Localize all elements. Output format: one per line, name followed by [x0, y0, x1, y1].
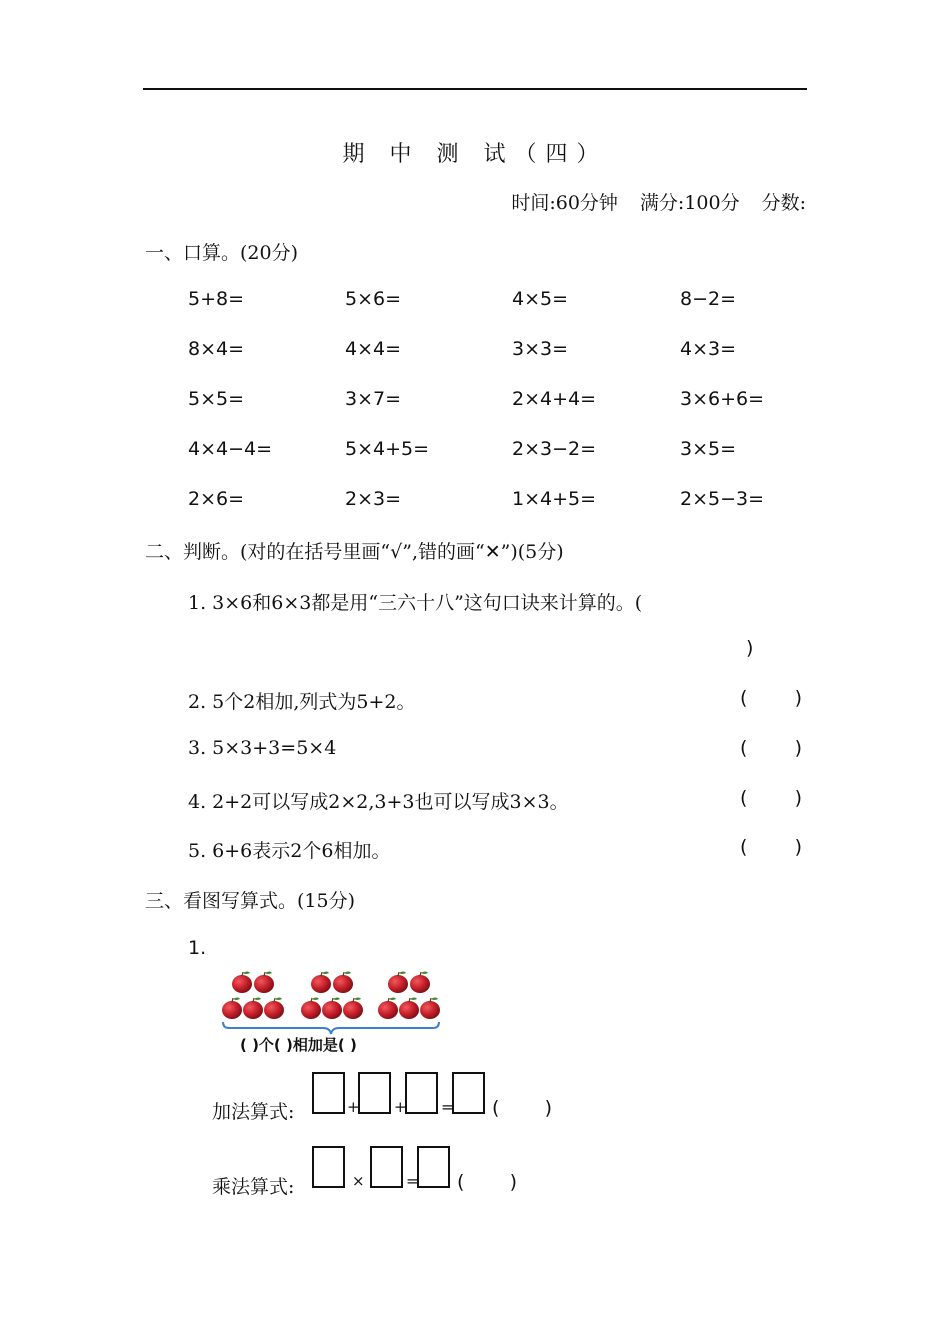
paren-open: ( [740, 787, 748, 809]
calc-item: 4×3= [680, 338, 737, 360]
paren-open: ( [740, 836, 748, 858]
page-title: 期 中 测 试（四） [342, 142, 608, 167]
addition-box-result[interactable] [452, 1072, 485, 1114]
paren-open: ( [492, 1097, 500, 1119]
multiplication-answer[interactable] [457, 1171, 517, 1193]
apple-icon [222, 998, 242, 1020]
apple-icon [301, 998, 321, 1020]
paren-close: ) [794, 737, 802, 759]
multiplication-box-2[interactable] [370, 1146, 403, 1188]
addition-box-1[interactable] [312, 1072, 345, 1114]
plus-sign: + [347, 1098, 360, 1116]
addition-label: 加法算式: [212, 1101, 295, 1123]
paren-close: ) [794, 787, 802, 809]
calc-item: 2×3−2= [512, 438, 597, 460]
judge-item-4: 4. 2+2可以写成2×2,3+3也可以写成3×3。 [188, 791, 569, 813]
section-1-heading: 一、口算。(20分) [145, 242, 299, 264]
addition-box-2[interactable] [358, 1072, 391, 1114]
apple-icon [399, 998, 419, 1020]
judge-answer-5[interactable] [740, 836, 802, 858]
calc-item: 5×5= [188, 388, 245, 410]
judge-answer-2[interactable] [740, 687, 802, 709]
paren-close: ) [794, 836, 802, 858]
plus-sign: + [394, 1098, 407, 1116]
score-field: 分数: [761, 192, 806, 214]
picture-item-number: 1. [188, 937, 207, 959]
apple-icon [264, 998, 284, 1020]
calc-item: 3×6+6= [680, 388, 765, 410]
apple-icon [378, 998, 398, 1020]
judge-answer-3[interactable] [740, 737, 802, 759]
calc-item: 8×4= [188, 338, 245, 360]
judge-answer-4[interactable] [740, 787, 802, 809]
apple-icon [388, 972, 408, 994]
picture-caption: ( )个( )相加是( ) [240, 1036, 357, 1054]
calc-item: 1×4+5= [512, 488, 597, 510]
calc-item: 3×5= [680, 438, 737, 460]
multiplication-box-1[interactable] [312, 1146, 345, 1188]
calc-item: 8−2= [680, 288, 737, 310]
apple-icon [333, 972, 353, 994]
calc-item: 3×3= [512, 338, 569, 360]
section-2-heading: 二、判断。(对的在括号里画“√”,错的画“✕”)(5分) [145, 541, 564, 563]
time-limit: 时间:60分钟 [511, 192, 618, 214]
apple-icon [322, 998, 342, 1020]
calc-item: 4×4−4= [188, 438, 273, 460]
apple-icon [232, 972, 252, 994]
calc-item: 2×6= [188, 488, 245, 510]
apple-icon [420, 998, 440, 1020]
exam-meta [489, 188, 806, 215]
apple-icon [410, 972, 430, 994]
calc-item: 2×5−3= [680, 488, 765, 510]
judge-item-5: 5. 6+6表示2个6相加。 [188, 840, 391, 862]
apple-icon [343, 998, 363, 1020]
apple-icon [311, 972, 331, 994]
equals-sign: = [441, 1098, 454, 1116]
calc-item: 4×4= [345, 338, 402, 360]
apple-icon [254, 972, 274, 994]
judge-answer-1-close: ) [746, 637, 754, 659]
section-3-heading: 三、看图写算式。(15分) [145, 890, 356, 912]
paren-open: ( [740, 687, 748, 709]
paren-close: ) [794, 687, 802, 709]
judge-item-3: 3. 5×3+3=5×4 [188, 737, 337, 759]
judge-item-2: 2. 5个2相加,列式为5+2。 [188, 691, 416, 713]
equals-sign: = [406, 1172, 419, 1190]
calc-item: 3×7= [345, 388, 402, 410]
paren-close: ) [544, 1097, 552, 1119]
apple-icon [243, 998, 263, 1020]
calc-item: 4×5= [512, 288, 569, 310]
judge-item-1: 1. 3×6和6×3都是用“三六十八”这句口诀来计算的。( [188, 592, 643, 614]
paren-close: ) [509, 1171, 517, 1193]
full-marks: 满分:100分 [639, 192, 740, 214]
calc-item: 5×6= [345, 288, 402, 310]
addition-box-3[interactable] [405, 1072, 438, 1114]
calc-item: 2×4+4= [512, 388, 597, 410]
times-sign: × [352, 1172, 365, 1190]
multiplication-label: 乘法算式: [212, 1176, 295, 1198]
brace-icon [223, 1022, 439, 1034]
multiplication-box-result[interactable] [417, 1146, 450, 1188]
calc-item: 2×3= [345, 488, 402, 510]
addition-answer[interactable] [492, 1097, 552, 1119]
top-rule [143, 88, 807, 90]
paren-open: ( [740, 737, 748, 759]
calc-item: 5+8= [188, 288, 245, 310]
paren-open: ( [457, 1171, 465, 1193]
calc-item: 5×4+5= [345, 438, 430, 460]
